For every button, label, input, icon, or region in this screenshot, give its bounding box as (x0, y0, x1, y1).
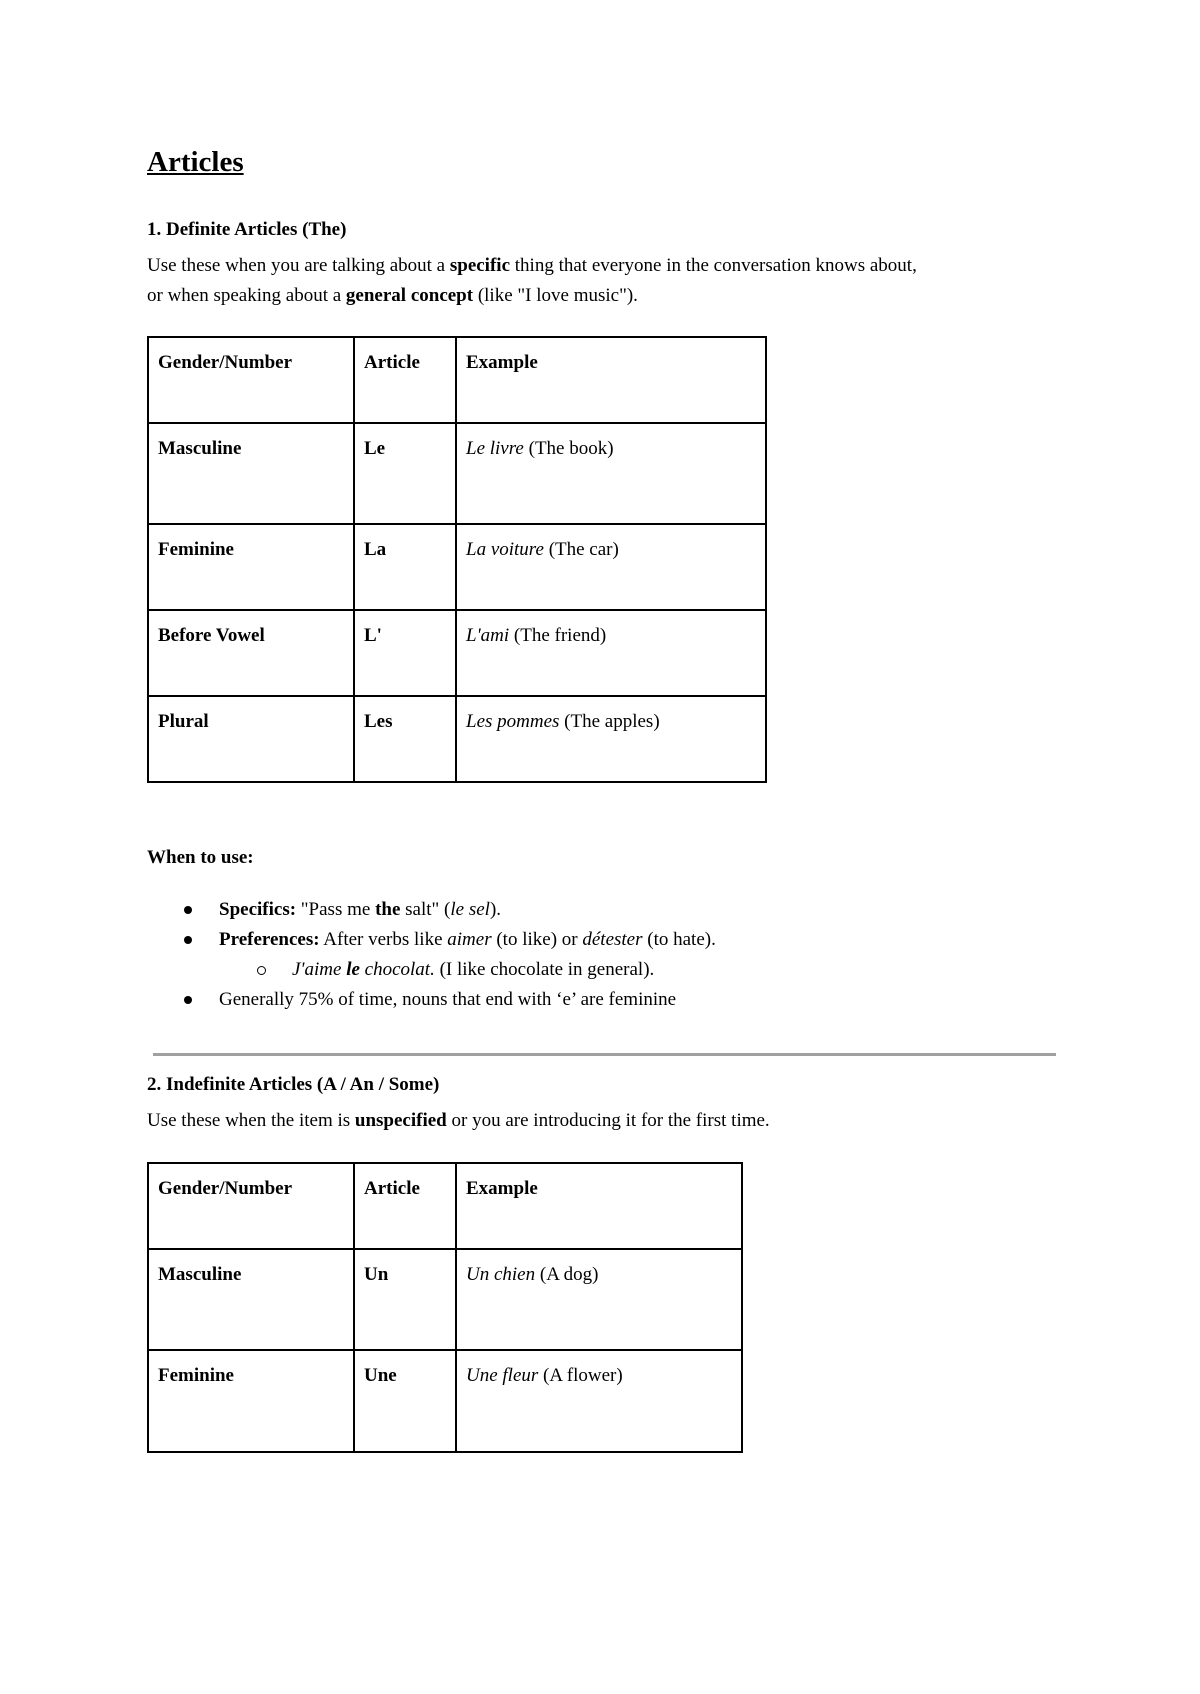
table-row (148, 524, 766, 610)
gender-cell: Feminine (148, 524, 354, 610)
example-french: L'ami (466, 625, 510, 646)
bullet-text: Generally 75% of time, nouns that end with ‘e’ are feminine (219, 989, 677, 1010)
gender-cell: Feminine (148, 1350, 354, 1452)
bullet-italic-text: aimer (447, 929, 492, 950)
gender-cell: Before Vowel (148, 610, 354, 696)
example-cell (456, 696, 766, 782)
table-row (148, 610, 766, 696)
gender-cell: Plural (148, 696, 354, 782)
list-item (147, 985, 716, 1015)
article-cell: Les (354, 696, 456, 782)
example-french: Les pommes (466, 711, 560, 732)
example-french: Le livre (466, 438, 524, 459)
example-cell (456, 524, 766, 610)
indefinite-articles-table (147, 1162, 743, 1453)
bullet-italic-text: le sel (450, 899, 490, 920)
page-title: Articles (147, 146, 244, 178)
list-item (147, 955, 716, 985)
article-cell: La (354, 524, 456, 610)
section-heading-definite: 1. Definite Articles (The) (147, 219, 347, 240)
bullet-label: Specifics: (219, 899, 297, 920)
indefinite-intro-paragraph (147, 1106, 1077, 1136)
horizontal-divider (153, 1053, 1056, 1056)
intro-bold-general-concept: general concept (345, 285, 474, 306)
header-cell-gender: Gender/Number (148, 1163, 354, 1249)
usage-bullet-list (147, 895, 716, 1015)
bullet-text: After verbs like (319, 929, 448, 950)
bullet-bold-italic-text: le (346, 959, 360, 980)
bullet-italic-text: J'aime (292, 959, 347, 980)
intro-text: thing that everyone in the conversation knows about, (510, 255, 917, 276)
bullet-text: "Pass me (296, 899, 376, 920)
header-cell-example: Example (456, 337, 766, 423)
intro-bold-unspecified: unspecified (354, 1110, 447, 1131)
example-english: (The apples) (559, 711, 660, 732)
example-cell (456, 1350, 742, 1452)
intro-text: Use these when the item is (147, 1110, 355, 1131)
example-cell (456, 610, 766, 696)
article-cell: L' (354, 610, 456, 696)
example-cell (456, 1249, 742, 1350)
bullet-icon (184, 906, 192, 914)
intro-text: or you are introducing it for the first time. (446, 1110, 770, 1131)
list-item (147, 895, 716, 925)
bullet-text: salt" ( (400, 899, 451, 920)
bullet-label: Preferences: (219, 929, 320, 950)
article-cell: Une (354, 1350, 456, 1452)
gender-cell: Masculine (148, 423, 354, 524)
table-header-row (148, 337, 766, 423)
example-french: Une fleur (466, 1365, 539, 1386)
definite-articles-table (147, 336, 767, 783)
example-english: (The book) (523, 438, 614, 459)
example-french: Un chien (466, 1264, 536, 1285)
example-french: La voiture (466, 539, 544, 560)
list-item (147, 925, 716, 955)
bullet-text: (I like chocolate in general). (434, 959, 655, 980)
intro-text: Use these when you are talking about a (147, 255, 450, 276)
intro-bold-specific: specific (449, 255, 511, 276)
example-english: (A dog) (535, 1264, 599, 1285)
header-cell-gender: Gender/Number (148, 337, 354, 423)
table-row (148, 696, 766, 782)
table-row (148, 1249, 742, 1350)
header-cell-article: Article (354, 1163, 456, 1249)
table-row (148, 423, 766, 524)
section-heading-indefinite: 2. Indefinite Articles (A / An / Some) (147, 1074, 440, 1095)
intro-text: (like "I love music"). (473, 285, 638, 306)
article-cell: Le (354, 423, 456, 524)
example-english: (The car) (543, 539, 619, 560)
table-row (148, 1350, 742, 1452)
example-english: (The friend) (509, 625, 607, 646)
gender-cell: Masculine (148, 1249, 354, 1350)
table-header-row (148, 1163, 742, 1249)
header-cell-example: Example (456, 1163, 742, 1249)
bullet-bold-text: the (375, 899, 401, 920)
bullet-text: ). (489, 899, 502, 920)
example-english: (A flower) (538, 1365, 623, 1386)
bullet-text: (to like) or (491, 929, 583, 950)
sub-bullet-icon (257, 966, 266, 975)
article-cell: Un (354, 1249, 456, 1350)
bullet-text: (to hate). (642, 929, 716, 950)
bullet-icon (184, 936, 192, 944)
header-cell-article: Article (354, 337, 456, 423)
intro-text: or when speaking about a (147, 285, 346, 306)
bullet-icon (184, 996, 192, 1004)
definite-intro-paragraph (147, 251, 1077, 311)
bullet-italic-text: chocolat. (359, 959, 435, 980)
bullet-italic-text: détester (582, 929, 643, 950)
when-to-use-label: When to use: (147, 847, 254, 868)
example-cell (456, 423, 766, 524)
